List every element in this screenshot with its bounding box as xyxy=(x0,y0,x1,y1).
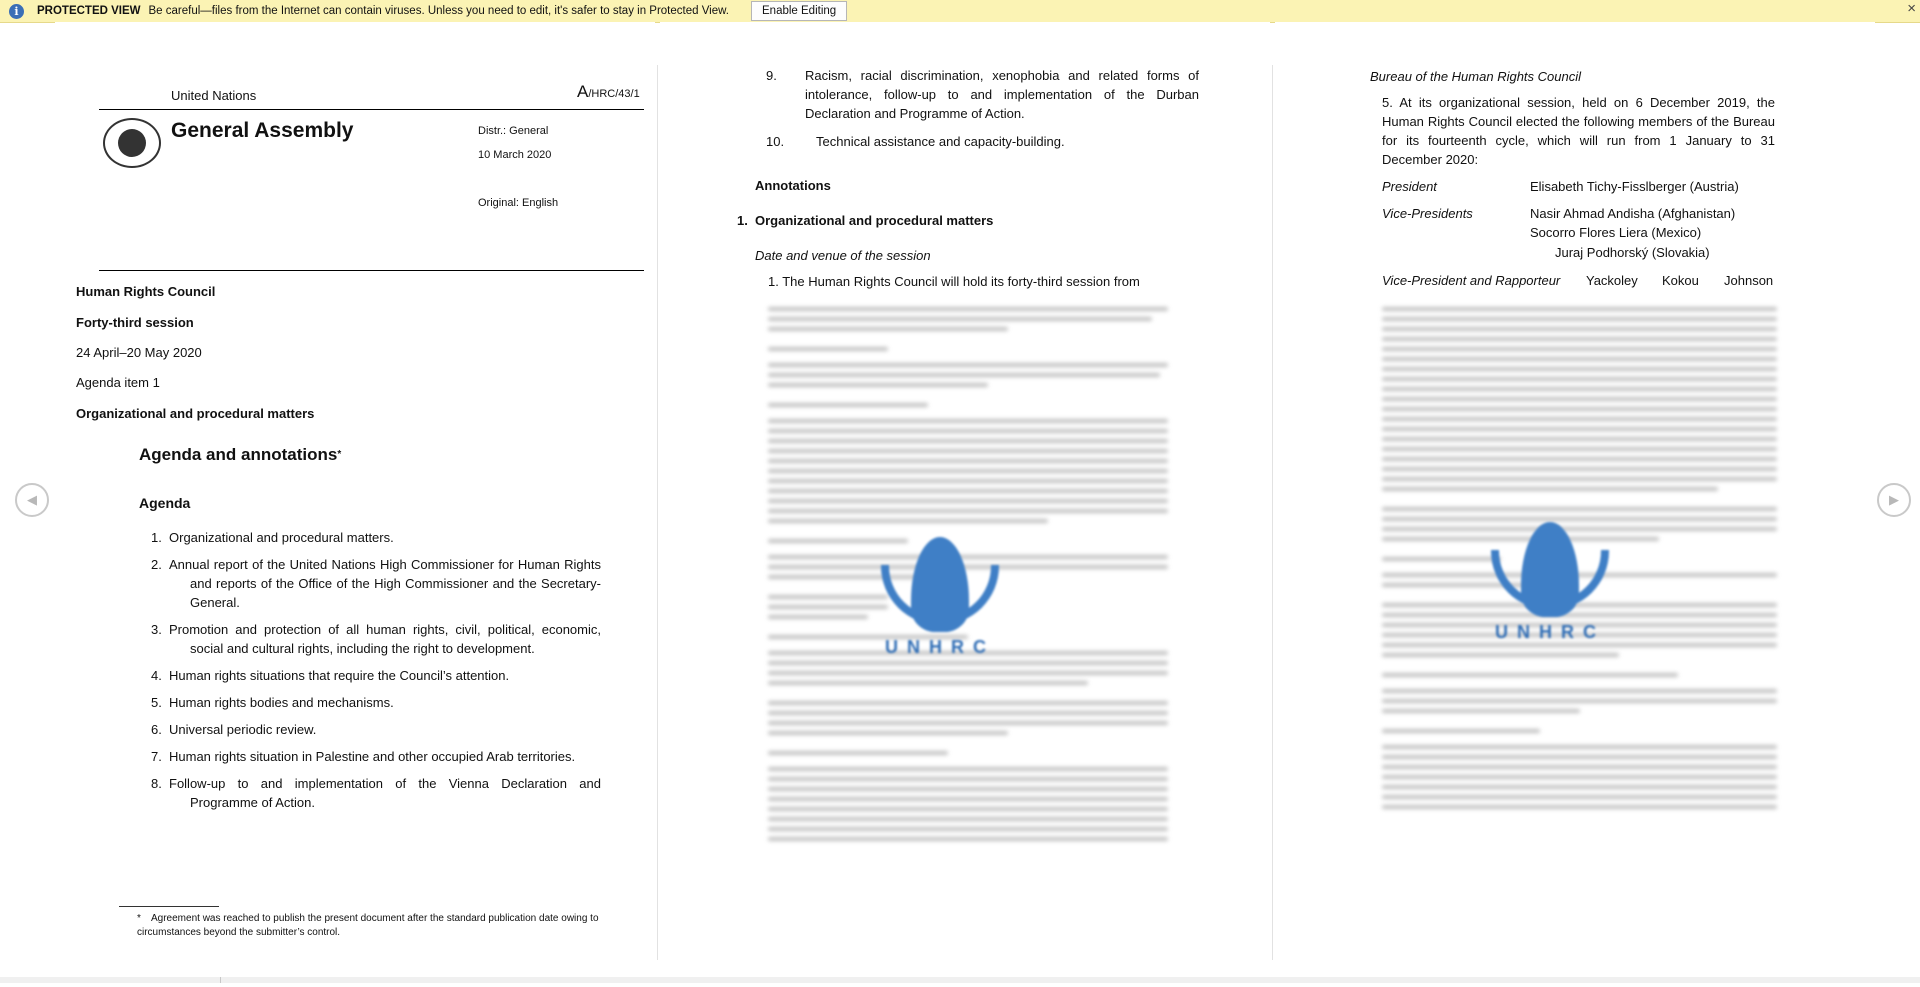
flame-icon xyxy=(1521,522,1579,617)
member-name: Elisabeth Tichy-Fisslberger (Austria) xyxy=(1530,179,1739,194)
footnote xyxy=(137,912,607,940)
agenda-list xyxy=(151,528,601,820)
page-2 xyxy=(660,22,1270,977)
agenda-list-item xyxy=(151,720,601,739)
agenda-list-item xyxy=(766,66,1199,123)
next-page-icon[interactable]: ▶ xyxy=(1877,483,1911,517)
page-separator xyxy=(1272,65,1273,960)
paragraph: 5. At its organizational session, held on 6 December 2019, the Human Rights Council elected the following members of the Bureau for its fourteenth cycle, which will run from 1 January to 31 December 2020: xyxy=(1382,95,1775,167)
org-name: United Nations xyxy=(171,88,257,103)
issue-date: 10 March 2020 xyxy=(478,149,552,161)
agenda-number: 9. xyxy=(766,68,777,83)
distribution: Distr.: General xyxy=(478,125,549,137)
agenda-number: 7. xyxy=(151,749,162,764)
agenda-text: Human rights bodies and mechanisms. xyxy=(169,695,394,710)
flame-icon xyxy=(911,537,969,632)
paragraph: 1. The Human Rights Council will hold its forty-third session from xyxy=(768,274,1140,289)
header-rule xyxy=(99,109,644,110)
footnote-text: Agreement was reached to publish the present document after the standard publication date owing to circumstances beyond the submitter’s control. xyxy=(137,913,599,938)
role-label: President xyxy=(1382,179,1437,194)
agenda-heading: Agenda xyxy=(139,495,191,511)
role-label: Vice-President and Rapporteur xyxy=(1382,273,1561,288)
watermark-text: UNHRC xyxy=(1495,622,1605,642)
document-title-text: Agenda and annotations xyxy=(139,445,338,464)
member-name: Socorro Flores Liera (Mexico) xyxy=(1530,225,1702,240)
agenda-text: Human rights situation in Palestine and other occupied Arab territories. xyxy=(169,749,576,764)
subsection-heading: Date and venue of the session xyxy=(755,248,931,263)
body-name: General Assembly xyxy=(171,119,354,142)
footnote-rule xyxy=(119,906,219,907)
document-title xyxy=(139,445,341,464)
member-name-part: Johnson xyxy=(1724,273,1774,288)
member-name-part: Kokou xyxy=(1662,273,1699,288)
agenda-list-item xyxy=(151,620,601,658)
status-bar xyxy=(0,977,1920,983)
agenda-number: 2. xyxy=(151,557,162,572)
document-title-mark: * xyxy=(337,449,342,460)
previous-page-icon[interactable]: ◀ xyxy=(15,483,49,517)
agenda-number: 4. xyxy=(151,668,162,683)
member-name: Nasir Ahmad Andisha (Afghanistan) xyxy=(1530,206,1736,221)
agenda-list-item xyxy=(151,528,601,547)
protected-view-bar xyxy=(0,0,1920,23)
agenda-text: Racism, racial discrimination, xenophobia and related forms of intolerance, follow-up to and implementation of the Durban Declaration and Programme of Action. xyxy=(805,68,1199,121)
member-name-part: Yackoley xyxy=(1586,273,1638,288)
page-separator xyxy=(657,65,658,960)
agenda-text: Human rights situations that require the Council’s attention. xyxy=(169,668,510,683)
member-name: Juraj Podhorský (Slovakia) xyxy=(1555,245,1710,260)
section-heading xyxy=(737,211,993,230)
agenda-text: Universal periodic review. xyxy=(169,722,317,737)
doc-symbol-rest: /HRC/43/1 xyxy=(588,88,640,100)
agenda-list-item xyxy=(151,747,601,766)
session-name: Forty-third session xyxy=(76,315,194,330)
agenda-item-number: Agenda item 1 xyxy=(76,375,160,390)
unhrc-watermark xyxy=(1495,522,1605,642)
agenda-list-item xyxy=(151,774,601,812)
protected-view-title: PROTECTED VIEW xyxy=(37,5,141,17)
meta-rule xyxy=(99,270,644,271)
annotations-heading: Annotations xyxy=(755,178,831,193)
agenda-list-item xyxy=(766,132,1196,151)
agenda-list-item xyxy=(151,666,601,685)
agenda-number: 6. xyxy=(151,722,162,737)
protected-view-message: Be careful—files from the Internet can contain viruses. Unless you need to edit, it's safer to stay in Protected View. xyxy=(148,5,729,17)
agenda-text: Organizational and procedural matters. xyxy=(169,530,394,545)
agenda-number: 8. xyxy=(151,776,162,791)
unhrc-watermark xyxy=(885,537,995,657)
close-icon[interactable]: × xyxy=(1907,0,1916,17)
agenda-number: 3. xyxy=(151,622,162,637)
section-title: Organizational and procedural matters xyxy=(755,213,994,228)
info-icon: i xyxy=(9,4,24,19)
doc-symbol-letter: A xyxy=(577,82,589,101)
agenda-text: Promotion and protection of all human rights, civil, political, economic, social and cultural rights, including the right to development. xyxy=(169,622,601,656)
agenda-number: 5. xyxy=(151,695,162,710)
enable-editing-button[interactable]: Enable Editing xyxy=(751,1,847,21)
role-label: Vice-Presidents xyxy=(1382,206,1473,221)
status-bar-tab xyxy=(0,977,221,983)
page-1 xyxy=(55,22,655,977)
agenda-list-item xyxy=(151,693,601,712)
council-name: Human Rights Council xyxy=(76,284,216,299)
doc-symbol xyxy=(577,82,640,104)
section-number: 1. xyxy=(737,213,748,228)
agenda-list-item xyxy=(151,555,601,612)
section-heading: Bureau of the Human Rights Council xyxy=(1370,69,1582,84)
un-emblem-icon xyxy=(103,118,161,168)
agenda-text: Annual report of the United Nations High Commissioner for Human Rights and reports of the Office of the High Commissioner and the Secretary-General. xyxy=(169,557,601,610)
session-dates: 24 April–20 May 2020 xyxy=(76,345,202,360)
blurred-page-content xyxy=(1382,307,1777,977)
agenda-number: 10. xyxy=(766,134,785,149)
agenda-number: 1. xyxy=(151,530,162,545)
watermark-text: UNHRC xyxy=(885,637,995,657)
original-language: Original: English xyxy=(478,197,559,209)
agenda-text: Follow-up to and implementation of the Vienna Declaration and Programme of Action. xyxy=(169,776,601,810)
agenda-text: Technical assistance and capacity-building. xyxy=(816,134,1065,149)
agenda-item-title: Organizational and procedural matters xyxy=(76,406,315,421)
page-3 xyxy=(1275,22,1875,977)
footnote-mark: * xyxy=(137,913,141,924)
